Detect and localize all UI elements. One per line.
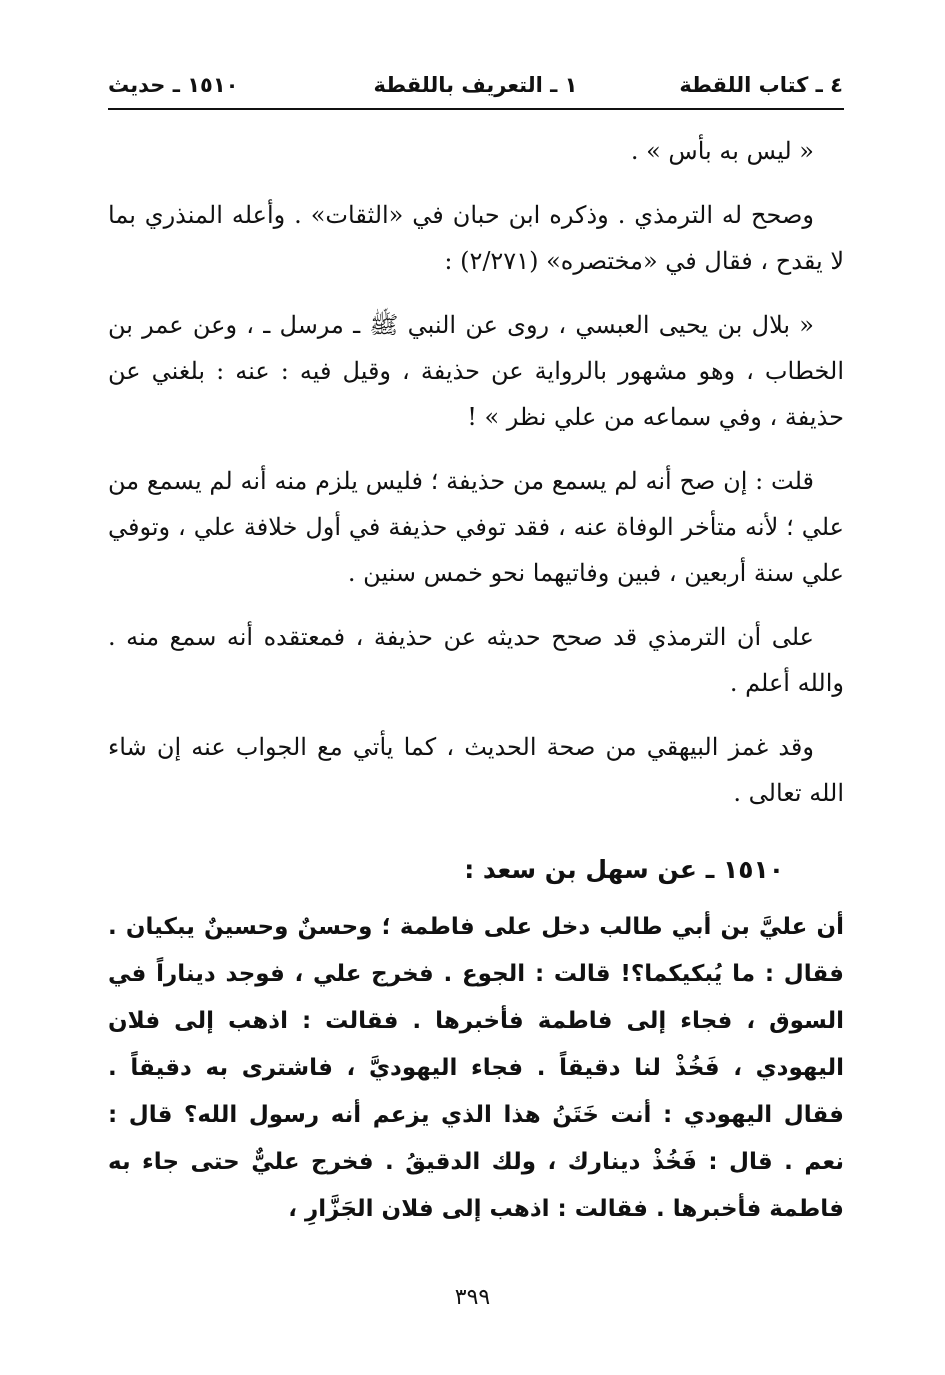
header-divider (108, 108, 844, 110)
paragraph-quote-end: « ليس به بأس » . (630, 137, 814, 165)
paragraph-qultu: قلت : إن صح أنه لم يسمع من حذيفة ؛ فليس يلزم منه أنه لم يسمع من علي ؛ لأنه متأخر الوفاة عنه ، فقد توفي حذيفة في أول خلافة علي ، وتوفي علي سنة أربعين ، فبين وفاتيهما نحو خمس سنين . (108, 467, 844, 587)
page-body (108, 128, 844, 1233)
hadith-text: أن عليَّ بن أبي طالب دخل على فاطمة ؛ وحسنٌ وحسينٌ يبكيان . فقال : ما يُبكيكما؟! قالت : الجوع . فخرج علي ، فوجد ديناراً في السوق ، فجاء إلى فاطمة فأخبرها . فقالت : اذهب إلى فلان اليهودي ، فَخُذْ لنا دقيقاً . فجاء اليهوديَّ ، فاشترى به دقيقاً . فقال اليهودي : أنت خَتَنُ هذا الذي يزعم أنه رسول الله؟ قال : نعم . قال : فَخُذْ دينارك ، ولك الدقيقُ . فخرج عليٌّ حتى جاء به فاطمة فأخبرها . فقالت : اذهب إلى فلان الجَزَّارِ ، (108, 914, 844, 1222)
header-book-title: ٤ ـ كتاب اللقطة (679, 73, 843, 97)
paragraph-tirmidhi: وصحح له الترمذي . وذكره ابن حبان في «الثقات» . وأعله المنذري بما لا يقدح ، فقال في «مختصره» (٢/٢٧١) : (108, 201, 844, 275)
page-number: ٣٩٩ (454, 1285, 491, 1310)
paragraph-bayhaqi: وقد غمز البيهقي من صحة الحديث ، كما يأتي مع الجواب عنه إن شاء الله تعالى . (108, 733, 844, 807)
header-hadith-ref: ١٥١٠ ـ حديث (108, 73, 239, 97)
header-chapter-title: ١ ـ التعريف باللقطة (373, 73, 578, 97)
running-header (108, 70, 843, 104)
hadith-heading: ١٥١٠ ـ عن سهل بن سعد : (464, 855, 784, 884)
paragraph-bilal: « بلال بن يحيى العبسي ، روى عن النبي ﷺ ـ مرسل ـ ، وعن عمر بن الخطاب ، وهو مشهور بالرواية عن حذيفة ، وقيل فيه : عنه : بلغني عن حذيفة ، وفي سماعه من علي نظر » ! (108, 311, 844, 431)
paragraph-tirmidhi-hudhayfa: على أن الترمذي قد صحح حديثه عن حذيفة ، فمعتقده أنه سمع منه . والله أعلم . (108, 623, 844, 697)
